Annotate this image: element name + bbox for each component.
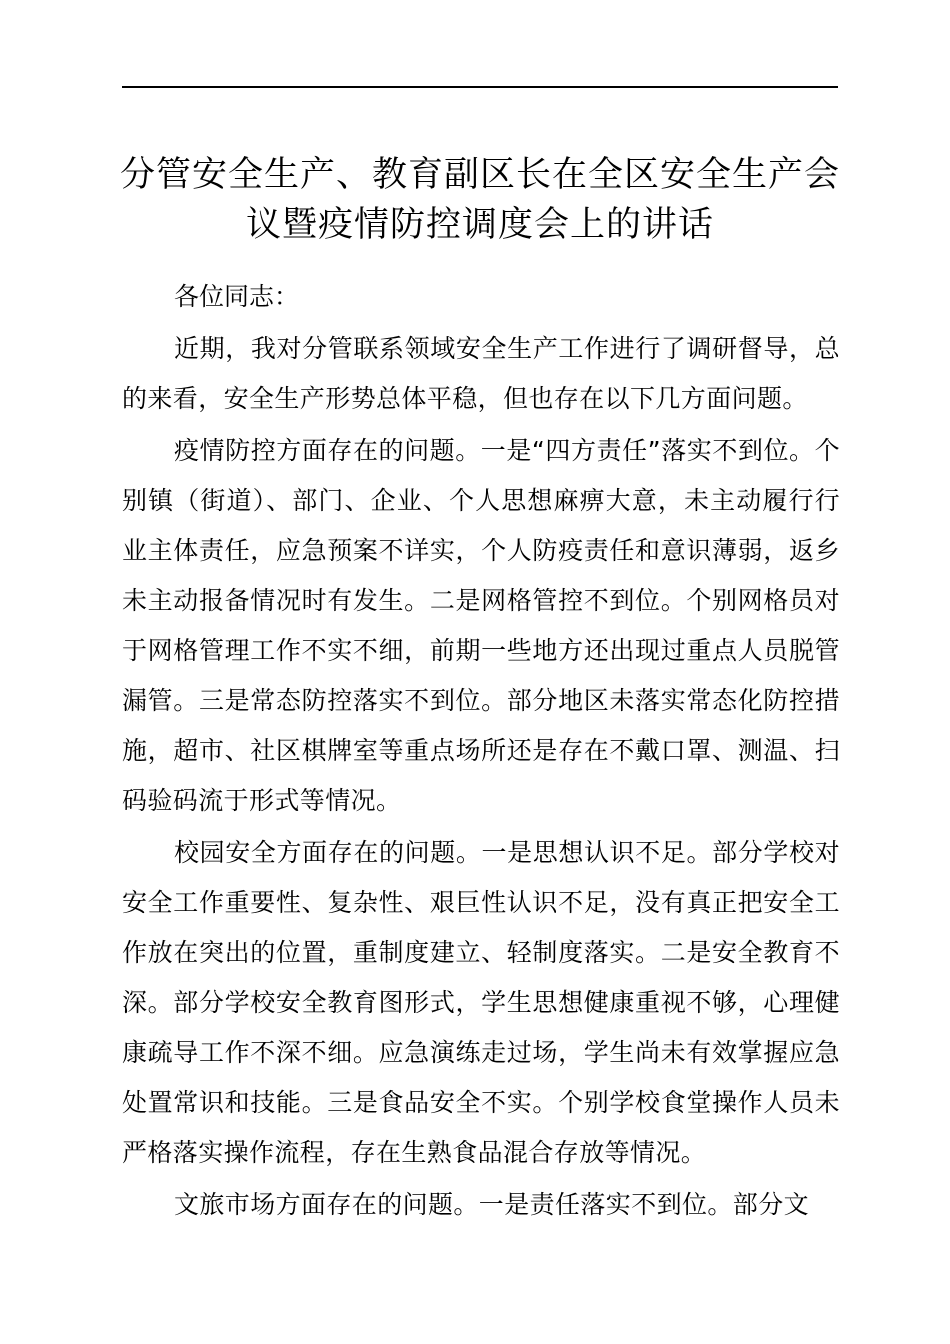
paragraph-intro: 近期，我对分管联系领域安全生产工作进行了调研督导，总的来看，安全生产形势总体平稳，但也存在以下几方面问题。 — [122, 334, 840, 413]
paragraph-culture-tourism: 文旅市场方面存在的问题。一是责任落实不到位。部分文 — [174, 1190, 810, 1219]
document-body — [122, 272, 840, 1232]
document-title: 分管安全生产、教育副区长在全区安全生产会议暨疫情防控调度会上的讲话 — [119, 155, 840, 245]
header-rule — [122, 86, 838, 88]
salutation: 各位同志： — [174, 282, 300, 311]
paragraph-epidemic-control: 疫情防控方面存在的问题。一是“四方责任”落实不到位。个别镇（街道）、部门、企业、个人思想麻痹大意，未主动履行行业主体责任，应急预案不详实，个人防疫责任和意识薄弱，返乡未主动报备情况时有发生。二是网格管控不到位。个别网格员对于网格管理工作不实不细，前期一些地方还出现过重点人员脱管漏管。三是常态防控落实不到位。部分地区未落实常态化防控措施，超市、社区棋牌室等重点场所还是存在不戴口罩、测温、扫码验码流于形式等情况。 — [122, 436, 840, 815]
paragraph-campus-safety: 校园安全方面存在的问题。一是思想认识不足。部分学校对安全工作重要性、复杂性、艰巨性认识不足，没有真正把安全工作放在突出的位置，重制度建立、轻制度落实。二是安全教育不深。部分学校安全教育图形式，学生思想健康重视不够，心理健康疏导工作不深不细。应急演练走过场，学生尚未有效掌握应急处置常识和技能。三是食品安全不实。个别学校食堂操作人员未严格落实操作流程，存在生熟食品混合存放等情况。 — [122, 838, 840, 1167]
